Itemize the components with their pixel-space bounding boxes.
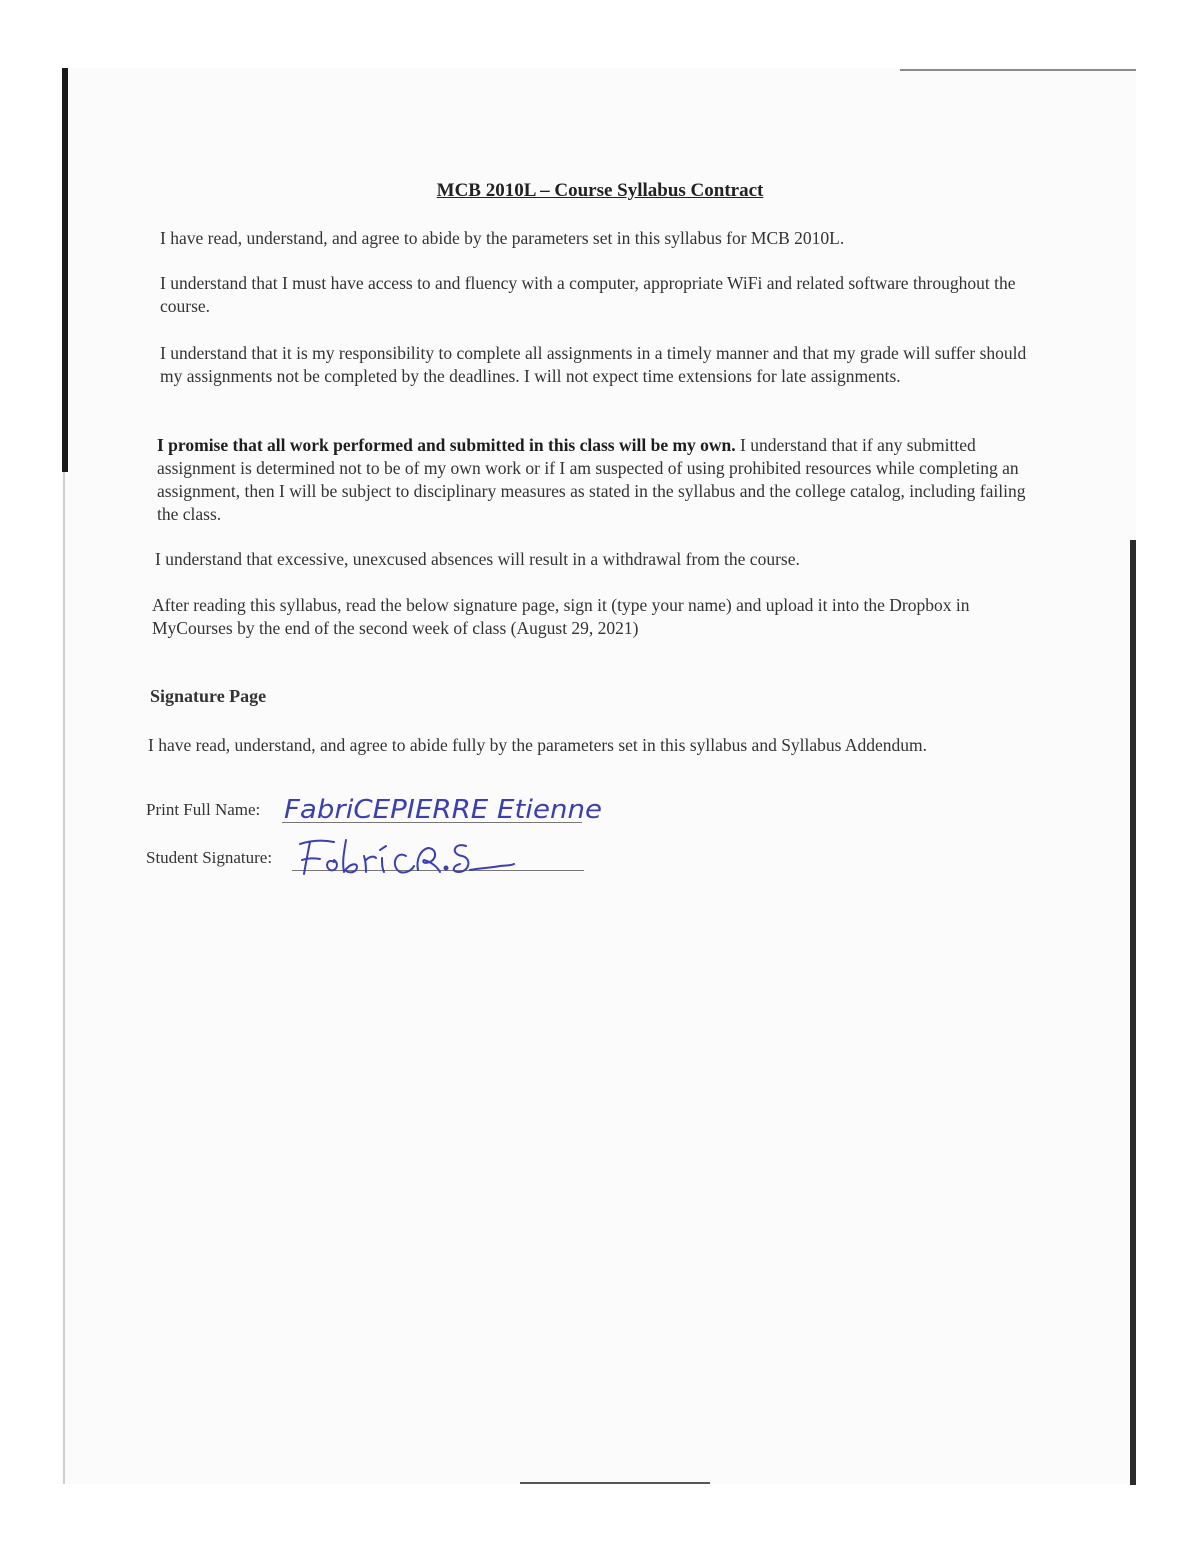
paragraph-computer-access: I understand that I must have access to and fluency with a computer, appropriate WiFi and related software throughout the course. [160, 273, 1016, 316]
paragraph-absences: I understand that excessive, unexcused absences will result in a withdrawal from the course. [155, 549, 800, 569]
signature-statement: I have read, understand, and agree to abide fully by the parameters set in this syllabus and Syllabus Addendum. [148, 735, 928, 755]
own-work-details: I understand that if any submitted assignment is determined not to be of my own work or if I am suspected of using prohibited resources while completing an assignment, then I will be subject to disciplinary measures as stated in the syllabus and the college catalog, including failing the class. [157, 435, 1026, 524]
page-edge-bottom [520, 1482, 710, 1484]
student-signature-label: Student Signature: [146, 848, 273, 867]
page-edge-left [62, 68, 68, 472]
handwritten-name-text: FabriCEPIERRE Etienne [284, 795, 602, 825]
page-edge-right [1130, 540, 1136, 1485]
handwritten-name [282, 784, 612, 832]
document-title: MCB 2010L – Course Syllabus Contract [436, 180, 764, 201]
page-edge-top [900, 69, 1136, 71]
paragraph-agreement: I have read, understand, and agree to abide by the parameters set in this syllabus for MCB 2010L. [160, 228, 845, 248]
paragraph-own-work [157, 434, 1037, 526]
paragraph-instructions: After reading this syllabus, read the below signature page, sign it (type your name) and upload it into the Dropbox in MyCourses by the end of the second week of class (August 29, 2021) [152, 595, 970, 638]
handwritten-signature [294, 832, 524, 882]
print-name-label: Print Full Name: [146, 800, 261, 819]
signature-page-heading: Signature Page [150, 686, 267, 706]
paragraph-responsibility: I understand that it is my responsibility to complete all assignments in a timely manner and that my grade will suffer should my assignments not be completed by the deadlines. I will not expect time extensions for late assignments. [160, 343, 1027, 386]
own-work-promise: I promise that all work performed and submitted in this class will be my own. [157, 435, 736, 455]
page-edge-left-faint [63, 472, 65, 1484]
